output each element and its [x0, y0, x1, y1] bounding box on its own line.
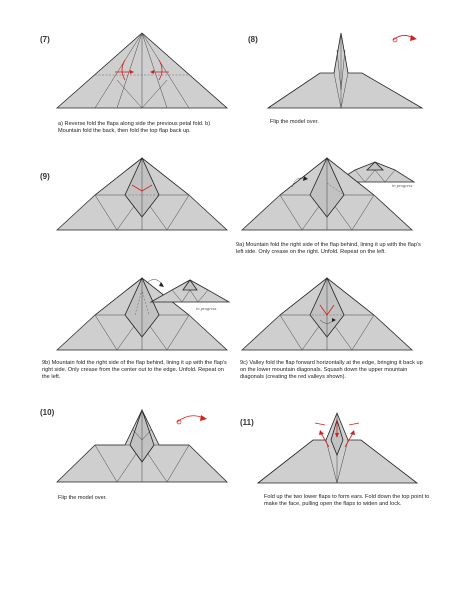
step-9-number: (9) [40, 172, 50, 181]
step-11-diagram [255, 405, 420, 485]
step-7-caption: a) Reverse fold the flaps along side the previous petal fold. b) Mountain fold the back, then fold the top flap back up. [58, 121, 211, 134]
step-10-number: (10) [40, 408, 55, 417]
step-8-diagram [265, 30, 425, 115]
step-10-diagram [55, 400, 230, 485]
step-11-caption: Fold up the two lower flaps to form ears. Fold down the top point to make the face, pulling open the flaps to widen and lock. [264, 494, 430, 507]
step-9-diagram [55, 155, 230, 245]
step-9b-caption: 9b) Mountain fold the right side of the flap behind, lining it up with the flap's right side. Only crease from the center out to the edge. Unfold. Repeat on the left. [42, 360, 227, 380]
step-7-diagram [55, 30, 230, 115]
step-7-number: (7) [40, 35, 50, 44]
step-9a-diagram [240, 155, 415, 245]
step-9a-caption: 9a) Mountain fold the right side of the flap behind, lining it up with the flap's left side. Only crease on the right. Unfold. Repeat on the left. [236, 242, 421, 255]
step-9b-note: in progress [196, 306, 217, 311]
step-9-note: in progress [392, 183, 413, 188]
step-8-caption: Flip the model over. [270, 119, 319, 125]
step-9b-inset-diagram [150, 278, 230, 306]
step-9c-diagram [240, 275, 415, 355]
step-11-number: (11) [240, 418, 254, 427]
step-10-caption: Flip the model over. [58, 495, 107, 501]
step-8-number: (8) [248, 35, 258, 44]
step-9c-caption: 9c) Valley fold the flap forward horizontally at the edge, bringing it back up on the lower mountain diagonals. Squash down the upper mountain diagonals (creating the red valleys shown). [240, 360, 423, 380]
